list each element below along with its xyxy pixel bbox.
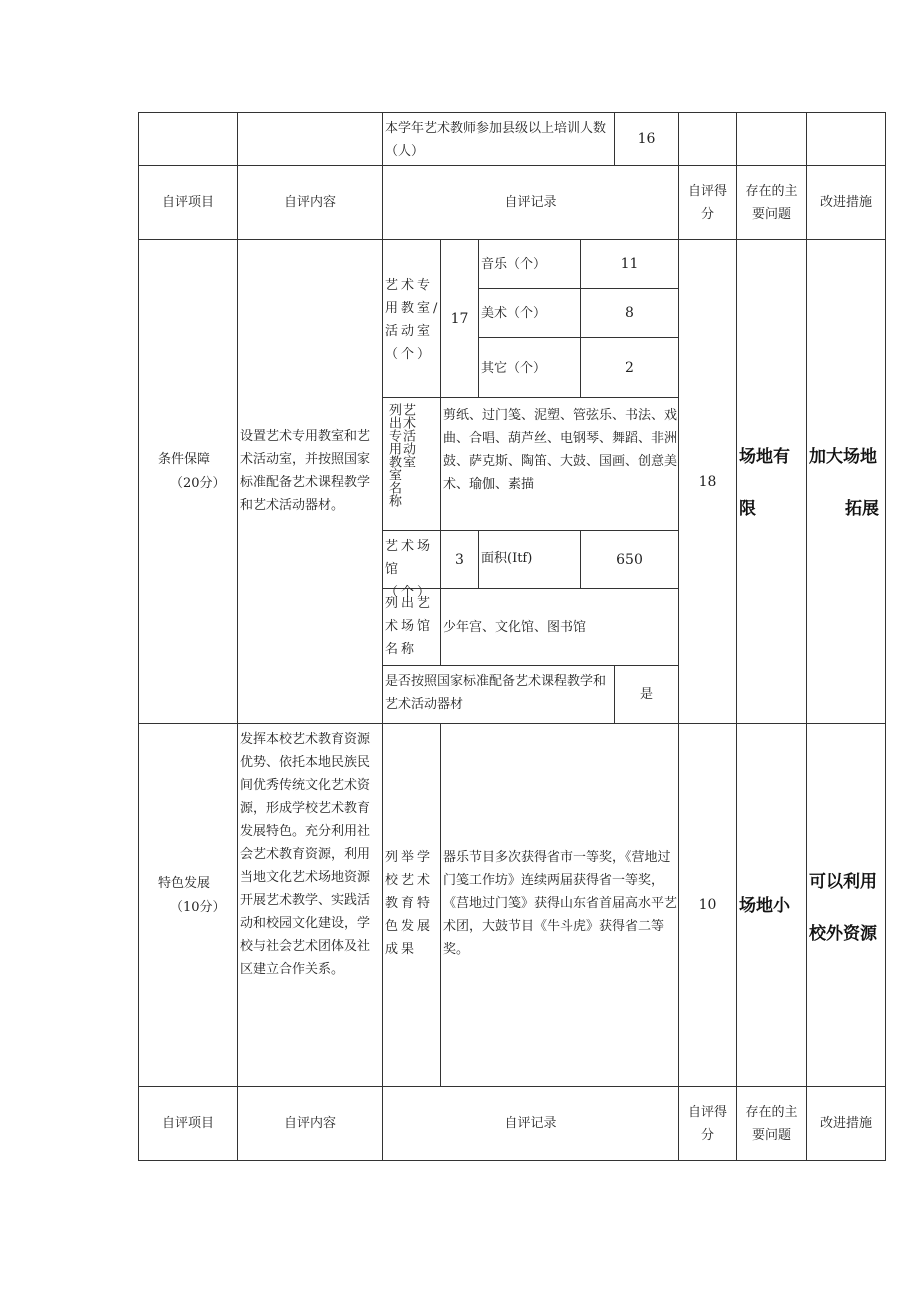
section1-content: 设置艺术专用教室和艺术活动室，并按照国家标准配备艺术课程教学和艺术活动器材。: [240, 429, 371, 513]
header-problems: 存在的主要问题: [736, 165, 807, 240]
section1-score: 18: [698, 473, 717, 490]
section1-measure-b: 拓展: [845, 499, 879, 519]
footer-header-problems: 存在的主要问题: [736, 1086, 807, 1161]
header-measures: 改进措施: [806, 165, 886, 240]
rooms-total: 17: [450, 310, 469, 327]
room-music-label: 音乐（个）: [481, 257, 547, 272]
area-value: 650: [616, 551, 643, 568]
room-names: 剪纸、过门笺、泥塑、管弦乐、书法、戏曲、合唱、葫芦丝、电钢琴、舞蹈、非洲鼓、萨克斯、陶笛、大鼓、国画、创意美术、瑜伽、素描: [443, 408, 678, 492]
footer-header-item: 自评项目: [138, 1086, 238, 1161]
area-value-cell: [580, 530, 679, 589]
header-content: 自评内容: [237, 165, 383, 240]
equip-label: 是否按照国家标准配备艺术课程教学和艺术活动器材: [385, 674, 607, 712]
top-record-label: 本学年艺术教师参加县级以上培训人数（人）: [385, 121, 607, 159]
section1-item-name: 条件保障: [158, 452, 211, 467]
room-art-label: 美术（个）: [481, 306, 547, 321]
section2-score: 10: [698, 897, 717, 913]
section2-score-cell: [678, 723, 737, 1087]
top-measure-cell: [806, 112, 886, 166]
section2-record: 器乐节目多次获得省市一等奖，《营地过门笺工作坊》连续两届获得省一等奖，《莒地过门笺》获得山东省首届高水平艺术团，大鼓节目《牛斗虎》获得省二等奖。: [443, 850, 678, 957]
rooms-label: 艺术专用教室/活动室（个）: [385, 278, 441, 362]
room-art-value: 8: [625, 305, 634, 321]
top-content-cell: [237, 112, 383, 166]
section1-problem: 场地有限: [739, 447, 790, 519]
room-other-value: 2: [625, 359, 634, 376]
venue-names-label: 列出艺术场馆名称: [385, 596, 434, 657]
section2-content: 发挥本校艺术教育资源优势、依托本地民族民间优秀传统文化艺术资源，形成学校艺术教育发展特色。充分利用社会艺术教育资源，利用当地文化艺术场地资源开展艺术教学、实践活动和校园文化建设，学校与社会艺术团体及社区建立合作关系。: [240, 732, 371, 977]
section2-record-label: 列举学校艺术教育特色发展成果: [385, 850, 434, 957]
section2-item-name: 特色发展: [158, 876, 211, 891]
top-record-value: 16: [637, 131, 656, 147]
top-score-cell: [678, 112, 737, 166]
room-music-value-cell: [580, 239, 679, 289]
top-item-cell: [138, 112, 238, 166]
section2-problem: 场地小: [739, 896, 790, 916]
section2-measure: 可以利用校外资源: [809, 872, 877, 944]
section2-item-points: （10分）: [170, 900, 226, 915]
venues-label: 艺术场馆（个）: [385, 539, 434, 600]
area-label: 面积(Itf): [481, 551, 533, 566]
rooms-total-cell: [440, 239, 479, 398]
venues-count-cell: [440, 530, 479, 589]
equip-value-cell: [614, 665, 679, 724]
header-item: 自评项目: [138, 165, 238, 240]
footer-header-record: 自评记录: [382, 1086, 679, 1161]
top-problem-cell: [736, 112, 807, 166]
header-score: 自评得分: [678, 165, 737, 240]
footer-header-content: 自评内容: [237, 1086, 383, 1161]
room-art-value-cell: [580, 288, 679, 338]
room-music-value: 11: [620, 256, 639, 272]
room-other-value-cell: [580, 337, 679, 398]
room-names-label-b: 艺术活动室: [400, 403, 415, 468]
footer-header-measures: 改进措施: [806, 1086, 886, 1161]
section1-score-cell: [678, 239, 737, 724]
room-names-label-a: 列出专用教室名称: [386, 403, 401, 507]
room-other-label: 其它（个）: [481, 361, 547, 376]
top-record-value-cell: [614, 112, 679, 166]
section1-measure-a: 加大场地: [809, 447, 877, 467]
equip-value: 是: [639, 687, 653, 702]
venue-names: 少年宫、文化馆、图书馆: [443, 620, 587, 635]
header-record: 自评记录: [382, 165, 679, 240]
footer-header-score: 自评得分: [678, 1086, 737, 1161]
section1-item-points: （20分）: [170, 476, 226, 491]
venues-count: 3: [455, 551, 464, 568]
